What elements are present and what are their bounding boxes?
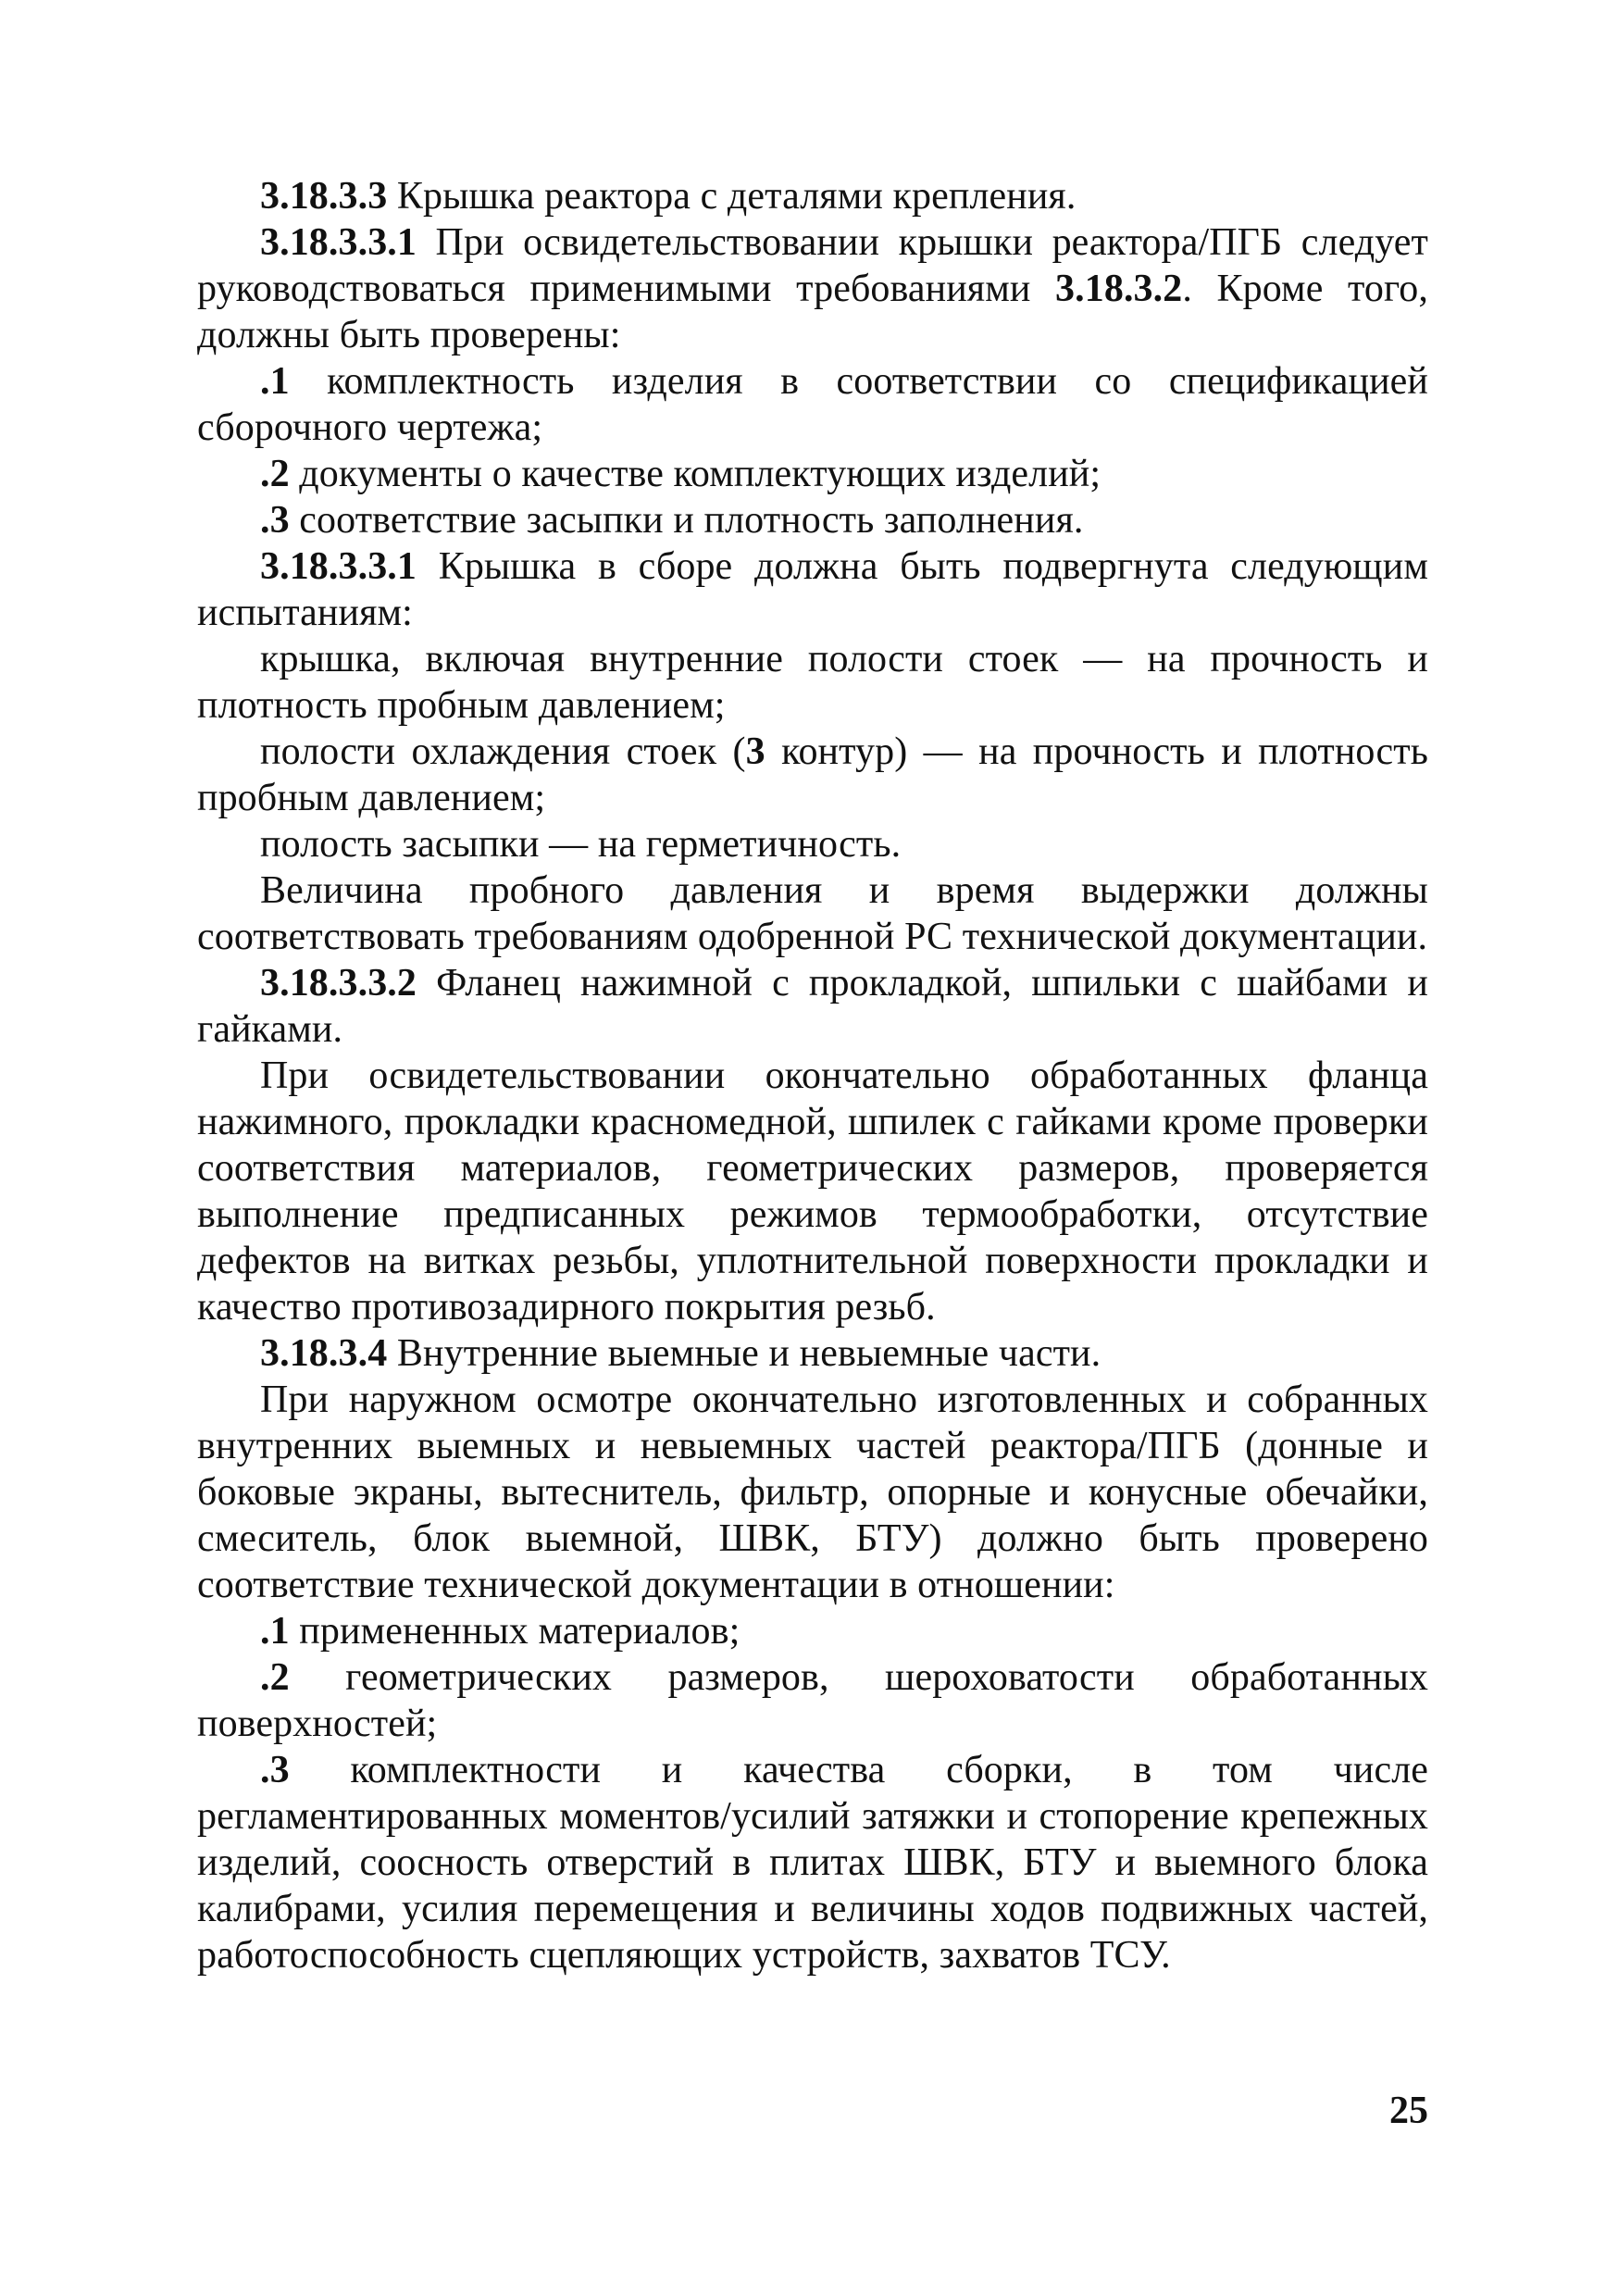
paragraph-text: крышка, включая внутренние полости стоек — на прочность и плотность пробным давлением; (197, 638, 1428, 727)
paragraph-backfill-test (197, 821, 1428, 867)
paragraph-internal-parts-inspection (197, 1377, 1428, 1608)
section-number: 3.18.3.3 (260, 175, 388, 218)
section-number: 3.18.3.3.1 (260, 545, 417, 588)
paragraph-flange-inspection (197, 1053, 1428, 1330)
section-number: 3.18.3.4 (260, 1332, 388, 1375)
paragraph-text: При освидетельствовании крышки реактора/ПГБ следует руководствоваться применимыми требованиями (197, 221, 1428, 310)
circuit-number: 3 (745, 730, 765, 773)
list-item-2-dimensions (197, 1654, 1428, 1747)
paragraph-3-18-3-3-2 (197, 960, 1428, 1053)
list-number: .1 (260, 360, 290, 403)
paragraph-text: Величина пробного давления и время выдержки должны соответствовать требованиям одобренной РС технической документации. (197, 869, 1428, 958)
paragraph-text: Фланец нажимной с прокладкой, шпильки с шайбами и гайками. (197, 962, 1428, 1051)
paragraph-text-continued: . Кроме того, должны быть проверены: (197, 268, 1428, 356)
paragraph-text: Крышка в сборе должна быть подвергнута следующим испытаниям: (197, 545, 1428, 634)
paragraph-3-18-3-4 (197, 1330, 1428, 1377)
page-number: 25 (1389, 2090, 1428, 2132)
paragraph-3-18-3-3-1-testing (197, 543, 1428, 636)
list-number: .1 (260, 1610, 290, 1653)
list-item-text: примененных материалов; (289, 1610, 741, 1653)
paragraph-text: Внутренние выемные и невыемные части. (387, 1332, 1101, 1375)
list-number: .2 (260, 453, 290, 495)
paragraph-text-continued: контур) — на прочность и плотность пробным давлением; (197, 730, 1428, 819)
paragraph-text: При освидетельствовании окончательно обработанных фланца нажимного, прокладки красномедной, шпилек с гайками кроме проверки соответствия материалов, геометрических размеров, проверяется выполнение предписанных режимов термообработки, отсутствие дефектов на витках резьбы, уплотнительной поверхности прокладки и качество противозадирного покрытия резьб. (197, 1054, 1428, 1329)
section-number: 3.18.3.3.2 (260, 962, 417, 1004)
list-number: .2 (260, 1656, 290, 1699)
list-item-text: документы о качестве комплектующих изделий; (289, 453, 1101, 495)
list-number: .3 (260, 1749, 290, 1791)
list-item-2 (197, 451, 1428, 497)
list-item-text: комплектности и качества сборки, в том числе регламентированных моментов/усилий затяжки и стопорение крепежных изделий, соосность отверстий в плитах ШВК, БТУ и выемного блока калибрами, усилия перемещения и величины ходов подвижных частей, работоспособность сцепляющих устройств, захватов ТСУ. (197, 1749, 1428, 1977)
paragraph-text: Крышка реактора с деталями крепления. (387, 175, 1077, 218)
document-body (197, 173, 1428, 1978)
list-number: .3 (260, 499, 290, 542)
paragraph-3-18-3-3 (197, 173, 1428, 219)
list-item-3-assembly (197, 1747, 1428, 1978)
list-item-text: геометрических размеров, шероховатости обработанных поверхностей; (197, 1656, 1428, 1745)
list-item-text: соответствие засыпки и плотность заполнения. (289, 499, 1084, 542)
list-item-1-materials (197, 1608, 1428, 1654)
list-item-text: комплектность изделия в соответствии со спецификацией сборочного чертежа; (197, 360, 1428, 449)
section-reference: 3.18.3.2 (1055, 268, 1183, 310)
paragraph-text: При наружном осмотре окончательно изготовленных и собранных внутренних выемных и невыемных частей реактора/ПГБ (донные и боковые экраны, вытеснитель, фильтр, опорные и конусные обечайки, смеситель, блок выемной, ШВК, БТУ) должно быть проверено соответствие технической документации в отношении: (197, 1379, 1428, 1606)
paragraph-text: полости охлаждения стоек ( (260, 730, 746, 773)
list-item-3 (197, 497, 1428, 543)
section-number: 3.18.3.3.1 (260, 221, 417, 264)
paragraph-3-18-3-3-1 (197, 219, 1428, 358)
paragraph-test-pressure (197, 867, 1428, 960)
paragraph-cooling-test (197, 729, 1428, 821)
paragraph-cover-test (197, 636, 1428, 729)
paragraph-text: полость засыпки — на герметичность. (260, 823, 902, 866)
list-item-1 (197, 358, 1428, 451)
